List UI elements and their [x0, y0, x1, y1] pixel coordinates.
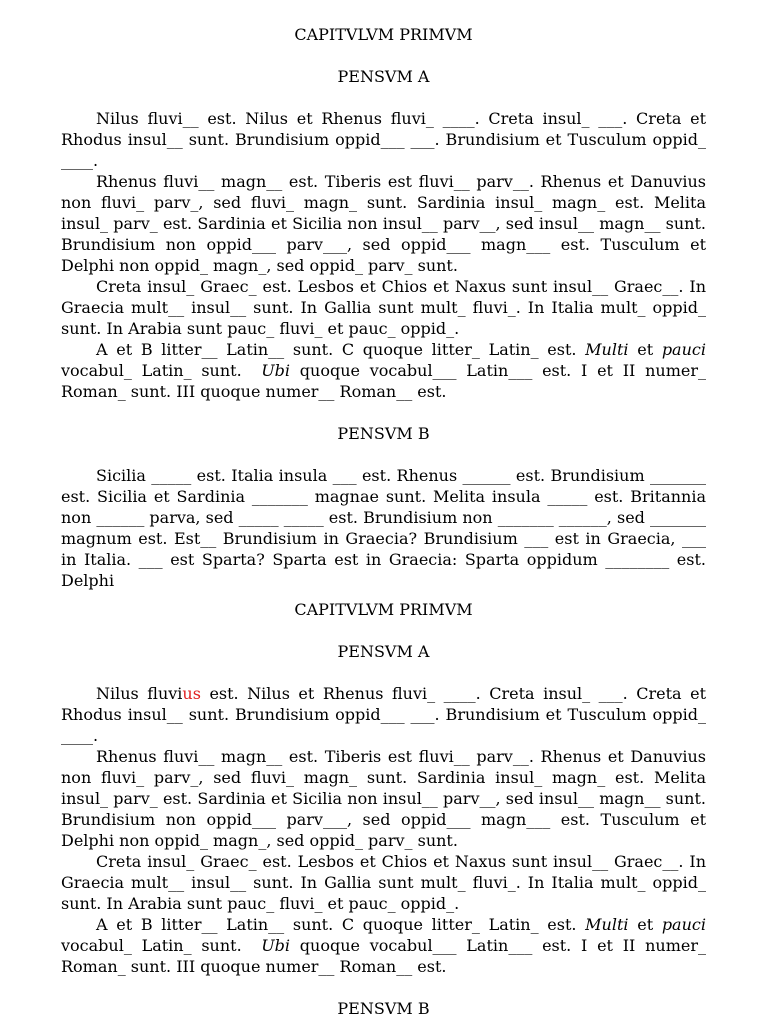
pensum-a-paragraph-2: Rhenus fluvi__ magn__ est. Tiberis est fluvi__ parv__. Rhenus et Danuvius non fluvi_ parv_, sed fluvi_ magn_ sunt. Sardinia insul_ magn_ est. Melita insul_ parv_ est. Sardinia et Sicilia non insul__ parv__, sed insul__ magn__ sunt. Brundisium non oppid___ parv___, sed oppid___ magn___ est. Tusculum et Delphi non oppid_ magn_, sed oppid_ parv_ sunt.: [61, 747, 706, 850]
pensum-a-paragraph-1: Nilus fluvius est. Nilus et Rhenus fluvi_ ____. Creta insul_ ___. Creta et Rhodus insul__ sunt. Brundisium oppid___ ___. Brundisium et Tusculum oppid_ ____.: [61, 684, 707, 745]
pensum-a-paragraph-3: Creta insul_ Graec_ est. Lesbos et Chios et Naxus sunt insul__ Graec__. In Graecia mult__ insul__ sunt. In Gallia sunt mult_ fluvi_. In Italia mult_ oppid_ sunt. In Arabia sunt pauc_ fluvi_ et pauc_ oppid_.: [61, 852, 706, 913]
pensum-a-title: PENSVM A: [337, 67, 430, 86]
pensum-a-paragraph-1: Nilus fluvi__ est. Nilus et Rhenus fluvi_ ____. Creta insul_ ___. Creta et Rhodus insul__ sunt. Brundisium oppid___ ___. Brundisium et Tusculum oppid_ ____.: [61, 109, 706, 170]
pensum-a-paragraph-3: Creta insul_ Graec_ est. Lesbos et Chios et Naxus sunt insul__ Graec__. In Graecia mult__ insul__ sunt. In Gallia sunt mult_ fluvi_. In Italia mult_ oppid_ sunt. In Arabia sunt pauc_ fluvi_ et pauc_ oppid_.: [61, 277, 706, 338]
filled-answer: us: [182, 684, 201, 703]
pensum-a-paragraph-4: A et B litter__ Latin__ sunt. C quoque litter_ Latin_ est. Multi et pauci vocabul_ Latin_ sunt. Ubi quoque vocabul___ Latin___ est. I et II numer_ Roman_ sunt. III quoque numer__ Roman__ est.: [61, 915, 707, 976]
pensum-b-title: PENSVM B: [337, 999, 430, 1018]
pensum-b-title: PENSVM B: [337, 424, 430, 443]
pensum-a-paragraph-4: A et B litter__ Latin__ sunt. C quoque litter_ Latin_ est. Multi et pauci vocabul_ Latin_ sunt. Ubi quoque vocabul___ Latin___ est. I et II numer_ Roman_ sunt. III quoque numer__ Roman__ est.: [61, 340, 707, 401]
chapter-title: CAPITVLVM PRIMVM: [294, 25, 473, 44]
pensum-a-title: PENSVM A: [337, 642, 430, 661]
pensum-b-paragraph-1: Sicilia _____ est. Italia insula ___ est. Rhenus ______ est. Brundisium _______ est. Sicilia et Sardinia _______ magnae sunt. Melita insula _____ est. Britannia non ______ parva, sed _____ _____ est. Brundisium non _______ ______, sed _______ magnum est. Est__ Brundisium in Graecia? Brundisium ___ est in Graecia, ___ in Italia. ___ est Sparta? Sparta est in Graecia: Sparta oppidum ________ est. Delphi: [61, 466, 706, 590]
pensum-a-paragraph-2: Rhenus fluvi__ magn__ est. Tiberis est fluvi__ parv__. Rhenus et Danuvius non fluvi_ parv_, sed fluvi_ magn_ sunt. Sardinia insul_ magn_ est. Melita insul_ parv_ est. Sardinia et Sicilia non insul__ parv__, sed insul__ magn__ sunt. Brundisium non oppid___ parv___, sed oppid___ magn___ est. Tusculum et Delphi non oppid_ magn_, sed oppid_ parv_ sunt.: [61, 172, 706, 275]
exercise-block-filled: [61, 599, 706, 1019]
chapter-title: CAPITVLVM PRIMVM: [294, 600, 473, 619]
exercise-block-original: [61, 24, 706, 591]
